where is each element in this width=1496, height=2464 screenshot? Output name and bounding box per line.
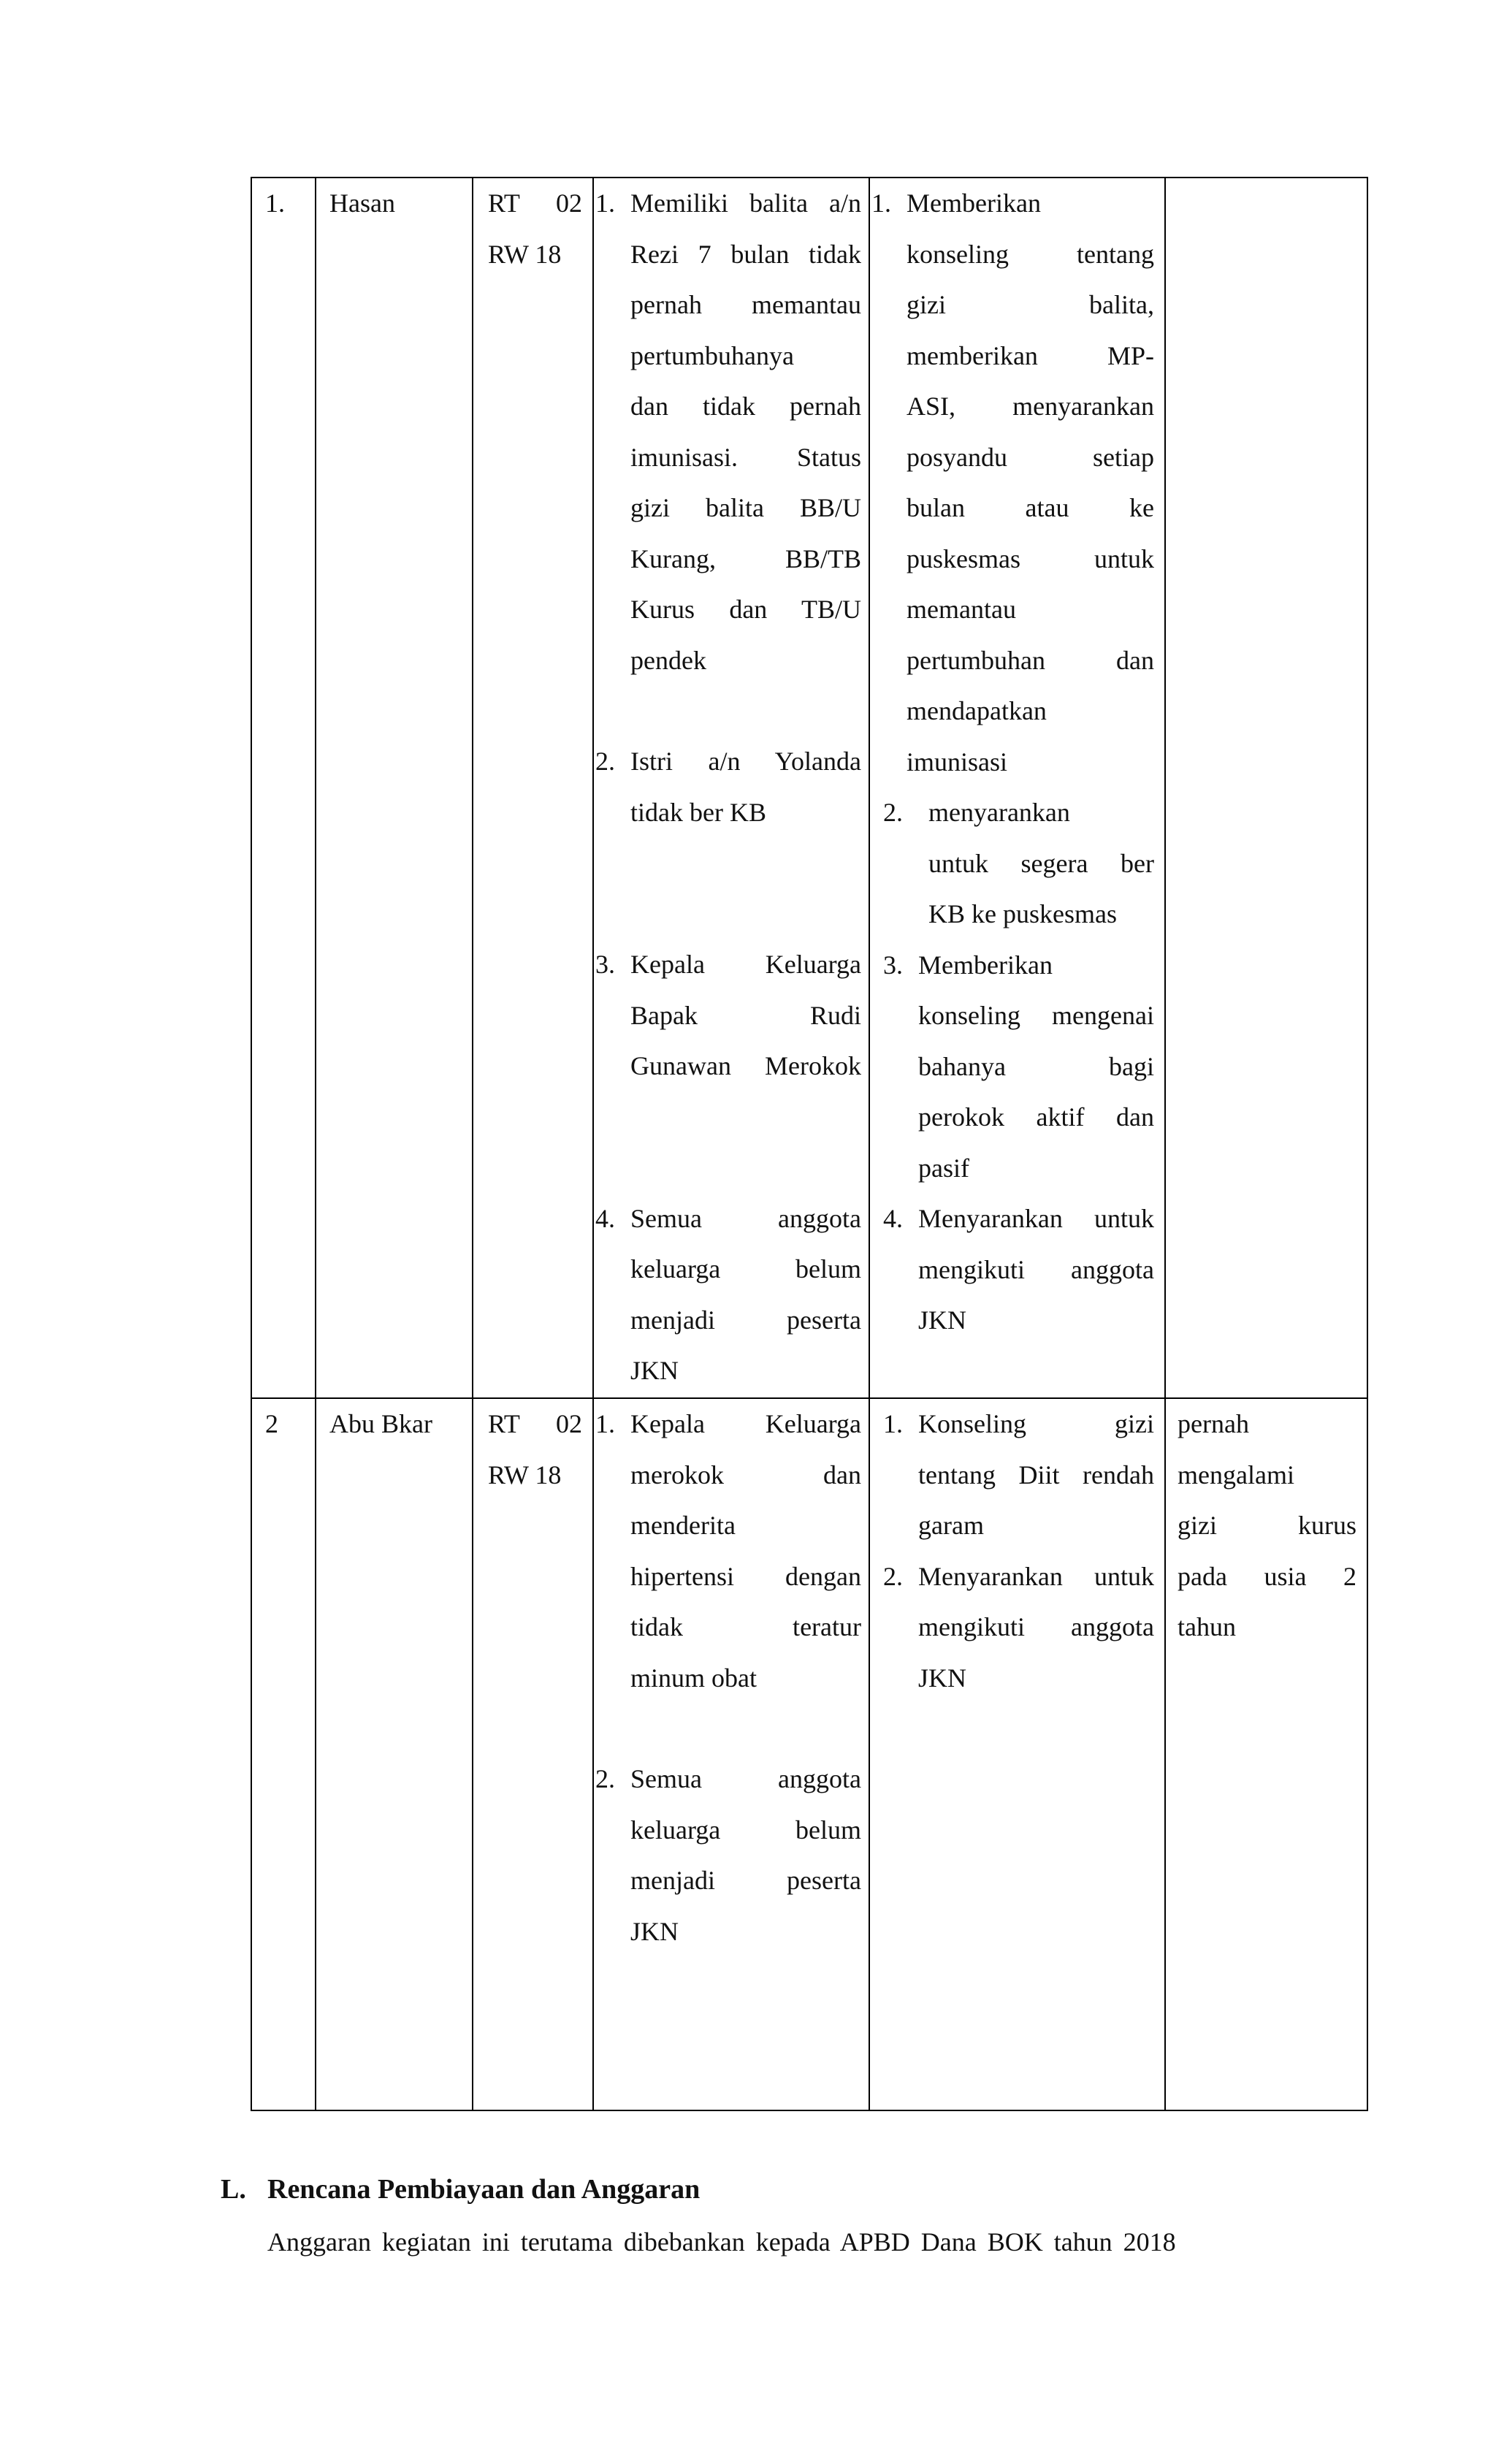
problem-line: merokok dan <box>630 1460 861 1490</box>
problems-cell <box>593 1398 869 2110</box>
problem-line: dan tidak pernah <box>630 392 861 421</box>
location-rw: RW 18 <box>488 239 562 269</box>
action-line: menyarankan <box>928 798 1070 827</box>
action-line: Menyarankan untuk <box>918 1561 1154 1591</box>
problem-line: Bapak Rudi <box>630 1000 861 1030</box>
action-line: mengikuti anggota <box>918 1254 1154 1284</box>
action-number: 2. <box>883 1561 903 1591</box>
problem-number: 2. <box>595 1764 615 1793</box>
problem-number: 1. <box>595 188 615 218</box>
problem-line: JKN <box>630 1356 679 1385</box>
family-name-cell <box>316 178 473 1398</box>
action-line: perokok aktif dan <box>918 1102 1154 1132</box>
location-cell <box>473 1398 593 2110</box>
problem-line: Gunawan Merokok <box>630 1051 861 1080</box>
action-item <box>871 787 1154 940</box>
problem-line: pernah memantau <box>630 290 861 319</box>
action-number: 4. <box>883 1204 903 1233</box>
problem-item <box>595 939 861 1092</box>
action-number: 3. <box>883 950 903 980</box>
action-line: memberikan MP- <box>907 340 1154 370</box>
problem-line: menjadi peserta <box>630 1305 861 1335</box>
section-paragraph: Anggaran kegiatan ini terutama dibebankan kepada APBD Dana BOK tahun 2018 <box>267 2227 1176 2257</box>
problem-line: Istri a/n Yolanda <box>630 747 861 776</box>
action-item <box>871 1194 1154 1346</box>
action-line: bulan atau ke <box>907 493 1154 522</box>
action-line: ASI, menyarankan <box>907 392 1154 421</box>
location-rt: RT 02 <box>488 188 582 218</box>
problem-number: 1. <box>595 1409 615 1438</box>
row-number-cell <box>251 178 316 1398</box>
action-item <box>883 1399 1154 1552</box>
problem-line: minum obat <box>630 1663 757 1693</box>
family-name-cell <box>316 1398 473 2110</box>
problem-line: Semua anggota <box>630 1203 861 1233</box>
action-line: puskesmas untuk <box>907 543 1154 573</box>
problem-item <box>595 1399 861 1704</box>
action-number: 1. <box>871 188 891 218</box>
problem-item <box>595 1754 861 1957</box>
action-number: 1. <box>883 1409 903 1438</box>
action-item <box>871 178 1154 787</box>
action-line: garam <box>918 1511 984 1540</box>
problem-item <box>595 178 861 686</box>
problem-line: keluarga belum <box>630 1815 861 1845</box>
problem-line: keluarga belum <box>630 1254 861 1284</box>
action-line: pertumbuhan dan <box>907 645 1154 675</box>
notes-cell <box>1165 178 1367 1398</box>
problem-line: menderita <box>630 1511 736 1540</box>
section-title: Rencana Pembiayaan dan Anggaran <box>267 2174 701 2205</box>
location-cell <box>473 178 593 1398</box>
note-line: mengalami <box>1178 1460 1294 1490</box>
action-line: untuk segera ber <box>928 848 1154 878</box>
action-line: posyandu setiap <box>907 442 1154 472</box>
note-line: pernah <box>1178 1409 1249 1438</box>
row-number-cell <box>251 1398 316 2110</box>
note-line: tahun <box>1178 1612 1236 1641</box>
family-name: Hasan <box>329 188 395 218</box>
problem-line: menjadi peserta <box>630 1866 861 1895</box>
location-rw: RW 18 <box>488 1460 562 1490</box>
action-line: Memberikan <box>907 188 1041 218</box>
action-line: JKN <box>918 1305 967 1335</box>
problem-line: pendek <box>630 645 706 675</box>
problem-line: pertumbuhanya <box>630 340 794 370</box>
problem-line: Memiliki balita a/n <box>630 188 861 218</box>
row-number: 2 <box>265 1409 278 1438</box>
notes-cell <box>1165 1398 1367 2110</box>
action-line: JKN <box>918 1663 967 1693</box>
problem-line: Kurus dan TB/U <box>630 595 861 624</box>
action-number: 2. <box>883 798 903 827</box>
problem-list <box>594 1399 869 1957</box>
action-line: gizi balita, <box>907 290 1154 319</box>
note-line: gizi kurus <box>1178 1511 1356 1540</box>
problem-line: Kurang, BB/TB <box>630 543 861 573</box>
action-line: pasif <box>918 1153 969 1183</box>
problem-line: gizi balita BB/U <box>630 493 861 522</box>
problem-line: JKN <box>630 1916 679 1946</box>
action-line: mendapatkan <box>907 696 1047 725</box>
problem-line: imunisasi. Status <box>630 442 861 472</box>
action-list <box>870 1399 1164 1704</box>
actions-cell <box>869 1398 1165 2110</box>
notes-text <box>1166 1399 1367 1653</box>
action-line: Menyarankan untuk <box>918 1204 1154 1233</box>
problem-number: 2. <box>595 747 615 776</box>
action-line: bahanya bagi <box>918 1051 1154 1081</box>
action-list <box>870 178 1164 1346</box>
action-line: imunisasi <box>907 747 1008 777</box>
actions-cell <box>869 178 1165 1398</box>
action-line: KB ke puskesmas <box>928 899 1117 928</box>
action-line: memantau <box>907 595 1016 624</box>
action-item <box>883 1552 1154 1704</box>
problem-line: Kepala Keluarga <box>630 950 861 979</box>
table-row <box>251 178 1367 1398</box>
table-row <box>251 1398 1367 2110</box>
action-line: Konseling gizi <box>918 1409 1154 1438</box>
problem-line: hipertensi dengan <box>630 1561 861 1591</box>
problem-line: Rezi 7 bulan tidak <box>630 239 861 269</box>
section-heading <box>221 2173 700 2205</box>
problem-line: Kepala Keluarga <box>630 1409 861 1438</box>
location-rt: RT 02 <box>488 1409 582 1438</box>
family-assessment-table <box>251 177 1368 2111</box>
problem-number: 3. <box>595 950 615 979</box>
problem-line: tidak ber KB <box>630 797 766 827</box>
problems-cell <box>593 178 869 1398</box>
action-item <box>871 940 1154 1194</box>
problem-list <box>594 178 869 1397</box>
problem-line: tidak teratur <box>630 1612 861 1641</box>
action-line: tentang Diit rendah <box>918 1460 1154 1490</box>
action-line: konseling mengenai <box>918 1001 1154 1030</box>
action-line: mengikuti anggota <box>918 1612 1154 1641</box>
section-label: L. <box>221 2174 246 2205</box>
note-line: pada usia 2 <box>1178 1561 1356 1591</box>
action-line: Memberikan <box>918 950 1053 980</box>
row-number: 1. <box>265 188 285 218</box>
action-line: konseling tentang <box>907 239 1154 269</box>
problem-line: Semua anggota <box>630 1764 861 1793</box>
problem-item <box>595 1194 861 1397</box>
problem-item <box>595 736 861 838</box>
problem-number: 4. <box>595 1203 615 1233</box>
family-name: Abu Bkar <box>329 1409 432 1438</box>
